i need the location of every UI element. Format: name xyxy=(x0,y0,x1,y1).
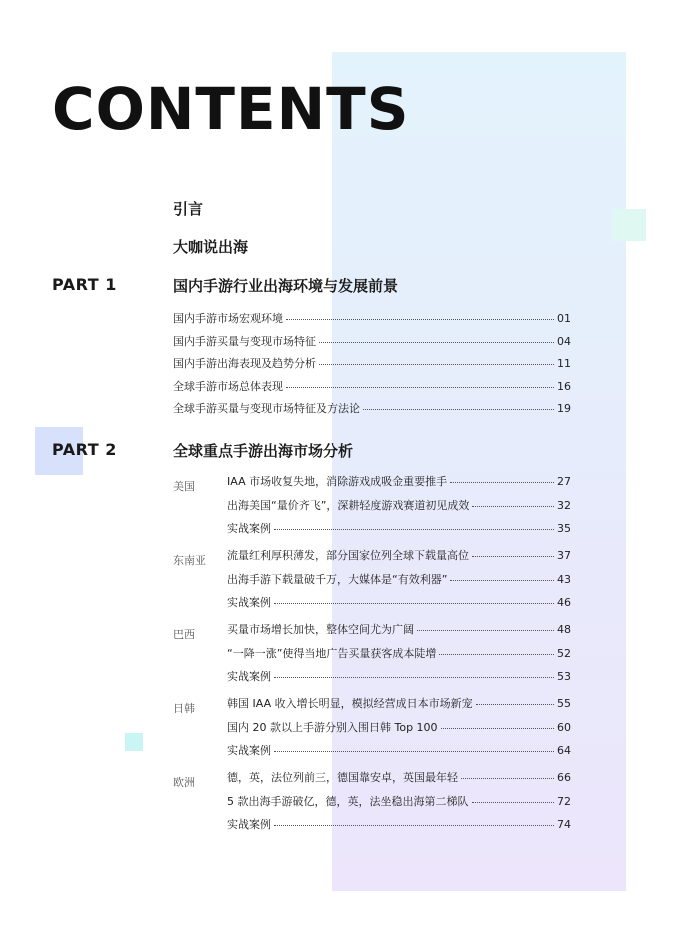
toc-entry-text: 国内 20 款以上手游分别入围日韩 Top 100 xyxy=(227,720,438,734)
region-label-usa: 美国 xyxy=(173,480,195,493)
toc-row[interactable] xyxy=(227,571,571,595)
leader-dots xyxy=(319,342,554,343)
talk-heading[interactable]: 大咖说出海 xyxy=(173,238,249,256)
toc-page-number: 43 xyxy=(557,572,571,586)
toc-row[interactable] xyxy=(227,594,571,618)
toc-page-number: 60 xyxy=(557,720,571,734)
page-title: CONTENTS xyxy=(52,75,410,143)
toc-row[interactable] xyxy=(173,355,571,378)
toc-entry-text: 实战案例 xyxy=(227,670,271,683)
part1-heading[interactable]: 国内手游行业出海环境与发展前景 xyxy=(173,277,399,295)
toc-page-number: 46 xyxy=(557,596,571,609)
toc-page-number: 66 xyxy=(557,771,571,784)
region-entries-southeast-asia xyxy=(227,547,571,618)
toc-page-number: 64 xyxy=(557,744,571,757)
decor-square-cyan xyxy=(125,733,143,751)
leader-dots xyxy=(450,482,554,483)
toc-page-number: 19 xyxy=(557,402,571,415)
toc-page-number: 11 xyxy=(557,357,571,370)
toc-page-number: 04 xyxy=(557,334,571,348)
region-entries-brazil xyxy=(227,621,571,692)
toc-entry-text: 德，英，法位列前三，德国靠安卓，英国最年轻 xyxy=(227,771,458,784)
toc-entry-text: 国内手游市场宏观环境 xyxy=(173,312,283,325)
toc-row[interactable] xyxy=(227,645,571,669)
toc-entry-text: 出海美国“量价齐飞”，深耕轻度游戏赛道初见成效 xyxy=(227,498,470,512)
leader-dots xyxy=(476,704,554,705)
leader-dots xyxy=(319,364,554,365)
toc-row[interactable] xyxy=(227,793,571,817)
toc-entry-text: 实战案例 xyxy=(227,522,271,535)
part1-toc xyxy=(173,310,571,423)
toc-entry-text: 实战案例 xyxy=(227,596,271,609)
toc-row[interactable] xyxy=(227,816,571,840)
leader-dots xyxy=(274,603,554,604)
leader-dots xyxy=(286,387,554,388)
toc-page-number: 35 xyxy=(557,522,571,535)
part2-label: PART 2 xyxy=(52,440,117,459)
toc-page-number: 16 xyxy=(557,379,571,393)
toc-row[interactable] xyxy=(227,719,571,743)
leader-dots xyxy=(439,654,554,655)
leader-dots xyxy=(441,728,554,729)
toc-row[interactable] xyxy=(227,668,571,692)
leader-dots xyxy=(450,580,554,581)
toc-row[interactable] xyxy=(227,695,571,719)
region-entries-europe xyxy=(227,769,571,840)
leader-dots xyxy=(274,825,554,826)
toc-page-number: 37 xyxy=(557,549,571,562)
toc-entry-text: 5 款出海手游破亿，德，英，法坐稳出海第二梯队 xyxy=(227,794,469,808)
toc-page-number: 52 xyxy=(557,646,571,660)
leader-dots xyxy=(274,529,554,530)
leader-dots xyxy=(286,319,554,320)
toc-entry-text: 出海手游下载量破千万，大媒体是“有效利器” xyxy=(227,572,448,586)
leader-dots xyxy=(472,556,554,557)
toc-entry-text: 国内手游买量与变现市场特征 xyxy=(173,334,316,348)
toc-page-number: 72 xyxy=(557,794,571,808)
toc-row[interactable] xyxy=(227,497,571,521)
part1-label: PART 1 xyxy=(52,275,117,294)
region-entries-usa xyxy=(227,473,571,544)
toc-row[interactable] xyxy=(173,310,571,333)
toc-entry-text: 流量红利厚积薄发，部分国家位列全球下载量高位 xyxy=(227,549,469,562)
toc-page-number: 32 xyxy=(557,498,571,512)
toc-row[interactable] xyxy=(227,520,571,544)
toc-row[interactable] xyxy=(173,378,571,401)
leader-dots xyxy=(461,778,554,779)
toc-row[interactable] xyxy=(173,400,571,423)
leader-dots xyxy=(472,802,555,803)
toc-entry-text: 全球手游买量与变现市场特征及方法论 xyxy=(173,402,360,415)
region-label-japan-korea: 日韩 xyxy=(173,702,195,715)
toc-page-number: 48 xyxy=(557,623,571,636)
region-label-brazil: 巴西 xyxy=(173,628,195,641)
toc-entry-text: IAA 市场收复失地，消除游戏成吸金重要推手 xyxy=(227,475,448,488)
part2-heading[interactable]: 全球重点手游出海市场分析 xyxy=(173,442,354,460)
leader-dots xyxy=(472,506,554,507)
toc-entry-text: 全球手游市场总体表现 xyxy=(173,379,283,393)
toc-page-number: 01 xyxy=(557,312,571,325)
region-label-europe: 欧洲 xyxy=(173,776,195,789)
toc-row[interactable] xyxy=(227,473,571,497)
toc-row[interactable] xyxy=(227,547,571,571)
toc-page-number: 27 xyxy=(557,475,571,488)
toc-entry-text: 买量市场增长加快，整体空间尤为广阔 xyxy=(227,623,414,636)
intro-heading[interactable]: 引言 xyxy=(173,200,204,218)
toc-row[interactable] xyxy=(227,621,571,645)
toc-entry-text: 实战案例 xyxy=(227,818,271,831)
toc-entry-text: 韩国 IAA 收入增长明显，模拟经营成日本市场新宠 xyxy=(227,697,473,710)
leader-dots xyxy=(363,409,554,410)
leader-dots xyxy=(274,677,554,678)
leader-dots xyxy=(417,630,554,631)
toc-row[interactable] xyxy=(227,742,571,766)
region-label-southeast-asia: 东南亚 xyxy=(173,554,206,567)
region-entries-japan-korea xyxy=(227,695,571,766)
leader-dots xyxy=(274,751,554,752)
decor-square-mint xyxy=(612,209,646,241)
toc-entry-text: “一降一涨”使得当地广告买量获客成本陡增 xyxy=(227,646,437,660)
toc-page-number: 53 xyxy=(557,670,571,683)
toc-page-number: 55 xyxy=(557,697,571,710)
toc-entry-text: 国内手游出海表现及趋势分析 xyxy=(173,357,316,370)
toc-page-number: 74 xyxy=(557,818,571,831)
toc-row[interactable] xyxy=(227,769,571,793)
toc-row[interactable] xyxy=(173,333,571,356)
toc-entry-text: 实战案例 xyxy=(227,744,271,757)
